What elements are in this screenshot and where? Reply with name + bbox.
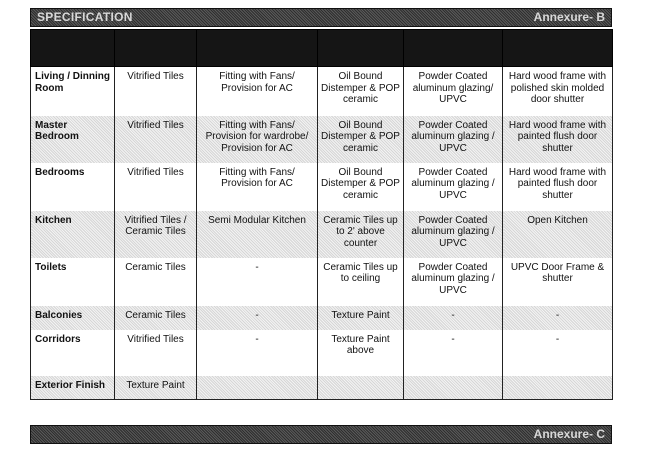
table-row	[31, 163, 613, 211]
electrical-cell: Semi Modular Kitchen	[197, 211, 318, 258]
windows-cell: -	[404, 306, 503, 330]
doors-cell: -	[503, 306, 613, 330]
header-cell	[404, 30, 503, 67]
header-cell	[31, 30, 115, 67]
flooring-cell: Vitrified Tiles	[115, 330, 197, 376]
electrical-cell: -	[197, 306, 318, 330]
windows-cell: Powder Coated aluminum glazing / UPVC	[404, 116, 503, 163]
annexure-b-label: Annexure- B	[533, 10, 605, 24]
table-row	[31, 211, 613, 258]
table-row	[31, 67, 613, 116]
header-cell	[503, 30, 613, 67]
walls-cell: Texture Paint	[318, 306, 404, 330]
electrical-cell: Fitting with Fans/ Provision for wardrobe/ Provision for AC	[197, 116, 318, 163]
windows-cell: -	[404, 330, 503, 376]
room-cell: Kitchen	[31, 211, 115, 258]
table-row	[31, 116, 613, 163]
electrical-cell: -	[197, 330, 318, 376]
walls-cell: Oil Bound Distemper & POP ceramic	[318, 67, 404, 116]
electrical-cell: Fitting with Fans/ Provision for AC	[197, 67, 318, 116]
doors-cell: Open Kitchen	[503, 211, 613, 258]
walls-cell	[318, 376, 404, 400]
room-cell: Exterior Finish	[31, 376, 115, 400]
walls-cell: Texture Paint above	[318, 330, 404, 376]
specification-title: SPECIFICATION	[37, 10, 133, 24]
walls-cell: Oil Bound Distemper & POP ceramic	[318, 163, 404, 211]
doors-cell: -	[503, 330, 613, 376]
room-cell: Master Bedroom	[31, 116, 115, 163]
table-row	[31, 306, 613, 330]
walls-cell: Ceramic Tiles up to 2' above counter	[318, 211, 404, 258]
doors-cell: Hard wood frame with polished skin molded door shutter	[503, 67, 613, 116]
specification-header-bar	[30, 8, 612, 27]
flooring-cell: Ceramic Tiles	[115, 258, 197, 306]
annexure-c-bar	[30, 425, 612, 444]
doors-cell	[503, 376, 613, 400]
windows-cell: Powder Coated aluminum glazing / UPVC	[404, 258, 503, 306]
flooring-cell: Ceramic Tiles	[115, 306, 197, 330]
electrical-cell: -	[197, 258, 318, 306]
flooring-cell: Vitrified Tiles	[115, 116, 197, 163]
flooring-cell: Vitrified Tiles / Ceramic Tiles	[115, 211, 197, 258]
flooring-cell: Texture Paint	[115, 376, 197, 400]
header-cell	[318, 30, 404, 67]
room-cell: Bedrooms	[31, 163, 115, 211]
specification-table	[30, 29, 613, 400]
table-row	[31, 258, 613, 306]
flooring-cell: Vitrified Tiles	[115, 163, 197, 211]
room-cell: Corridors	[31, 330, 115, 376]
flooring-cell: Vitrified Tiles	[115, 67, 197, 116]
windows-cell: Powder Coated aluminum glazing / UPVC	[404, 163, 503, 211]
room-cell: Balconies	[31, 306, 115, 330]
walls-cell: Ceramic Tiles up to ceiling	[318, 258, 404, 306]
windows-cell	[404, 376, 503, 400]
header-cell	[197, 30, 318, 67]
windows-cell: Powder Coated aluminum glazing / UPVC	[404, 211, 503, 258]
header-cell	[115, 30, 197, 67]
annexure-c-label: Annexure- C	[533, 427, 605, 441]
table-row	[31, 376, 613, 400]
doors-cell: Hard wood frame with painted flush door shutter	[503, 163, 613, 211]
electrical-cell	[197, 376, 318, 400]
table-row	[31, 330, 613, 376]
doors-cell: Hard wood frame with painted flush door shutter	[503, 116, 613, 163]
windows-cell: Powder Coated aluminum glazing/ UPVC	[404, 67, 503, 116]
room-cell: Toilets	[31, 258, 115, 306]
walls-cell: Oil Bound Distemper & POP ceramic	[318, 116, 404, 163]
doors-cell: UPVC Door Frame & shutter	[503, 258, 613, 306]
electrical-cell: Fitting with Fans/ Provision for AC	[197, 163, 318, 211]
table-header-row	[31, 30, 613, 67]
room-cell: Living / Dinning Room	[31, 67, 115, 116]
